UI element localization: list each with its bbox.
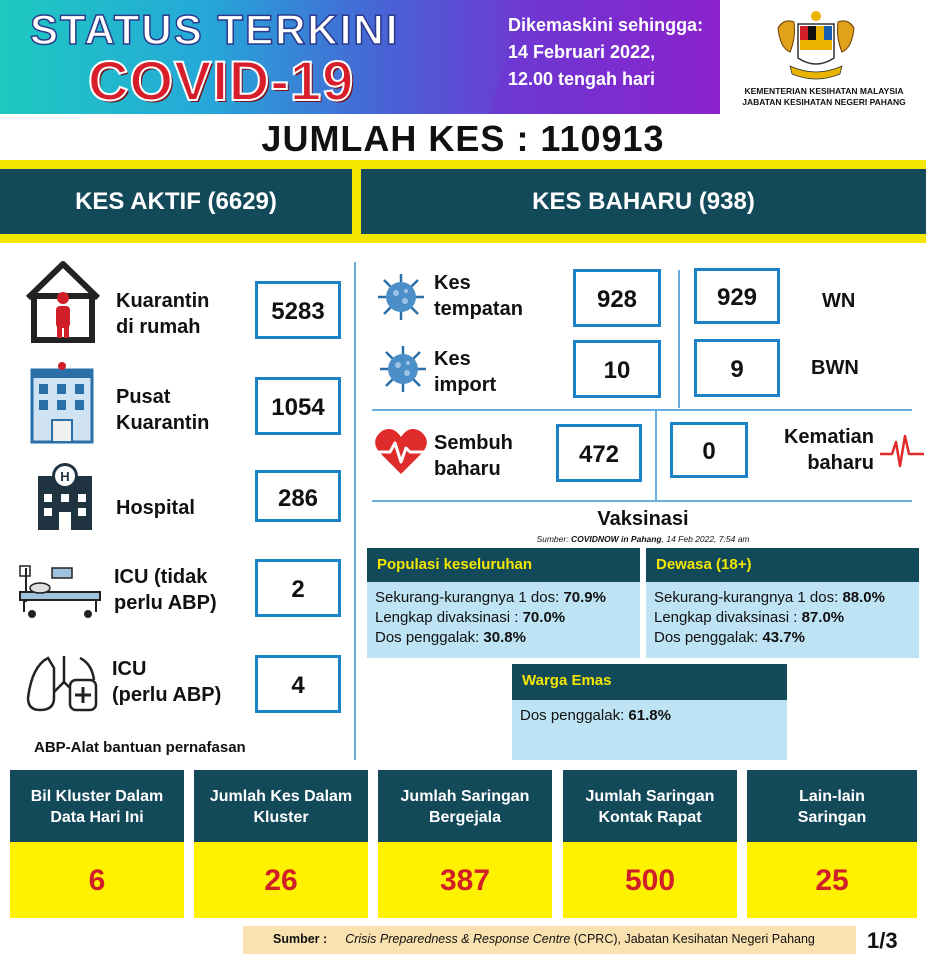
other-screening-heading [747,770,917,842]
population-line1-label: Sekurang-kurangnya 1 dos: [375,589,564,606]
clusters-today-heading [10,770,184,842]
vaccination-source-name: COVIDNOW in Pahang [570,534,662,544]
heartbeat-line-icon [880,432,924,472]
ministry-line1: KEMENTERIAN KESIHATAN MALAYSIA [744,86,904,96]
new-cases-heading: KES BAHARU (938) [361,169,926,234]
cluster-cases-heading-line1: Jumlah Kes Dalam [209,788,353,805]
deaths-divider [655,410,657,500]
clusters-today-heading-line1: Bil Kluster Dalam [30,788,164,805]
icu-ventilator-label-line2: (perlu ABP) [112,684,222,706]
population-line3 [375,628,640,648]
house-person-icon [22,258,104,344]
symptomatic-screening-value: 387 [378,842,552,918]
symptomatic-screening-heading [378,770,552,842]
import-cases-label-line1: Kes [434,348,471,370]
column-divider [354,262,356,760]
yellow-divider-mid [352,160,361,243]
symptomatic-screening-heading-line2: Bergejala [428,809,502,826]
hdivider-2 [372,500,912,502]
abp-footnote: ABP-Alat bantuan pernafasan [34,739,246,756]
quarantine-centre-label [116,384,209,436]
icu-no-ventilator-label-line2: perlu ABP) [114,592,217,614]
svg-text:H: H [60,469,70,484]
local-cases-label-line2: tempatan [434,298,523,320]
population-line1-value: 70.9% [563,589,606,606]
recovered-label-line1: Sembuh [434,432,513,454]
home-quarantine-value: 5283 [255,281,341,339]
cluster-cases-value: 26 [194,842,368,918]
adult-line2-label: Lengkap divaksinasi : [654,609,802,626]
source-footer [243,926,856,954]
adult-line3 [654,628,919,648]
title-covid19: COVID-19 [88,49,355,112]
heart-icon [374,426,428,478]
senior-heading: Warga Emas [512,664,787,700]
source-org: Crisis Preparedness & Response Centre [345,932,571,946]
wn-label: WN [822,290,856,312]
vaccination-source-date: , 14 Feb 2022, 7:54 am [661,534,750,544]
clusters-today-value: 6 [10,842,184,918]
ministry-line2: JABATAN KESIHATAN NEGERI PAHANG [742,97,906,107]
source-label: Sumber : [273,932,328,946]
quarantine-centre-label-line2: Kuarantin [116,412,210,434]
local-cases-value: 928 [573,269,661,327]
hospital-bed-icon [16,562,106,620]
vaccination-source [360,534,926,544]
yellow-divider-bottom [0,234,926,243]
update-label: Dikemaskini sehingga: [508,15,704,35]
deaths-label-line1: Kematian [783,426,874,448]
cluster-cases-heading-line2: Kluster [253,809,309,826]
population-line2-value: 70.0% [522,609,566,626]
import-cases-label [434,346,496,398]
population-line3-value: 30.8% [483,629,526,646]
coat-of-arms-icon [770,8,862,86]
icu-no-ventilator-label-line1: ICU (tidak [114,566,208,588]
wn-value: 929 [694,268,780,324]
building-icon [26,360,98,444]
update-info [508,12,718,93]
adult-line1 [654,588,919,608]
adult-line1-value: 88.0% [842,589,885,606]
adult-line1-label: Sekurang-kurangnya 1 dos: [654,589,843,606]
close-contact-screening-heading [563,770,737,842]
import-cases-value: 10 [573,340,661,398]
quarantine-centre-value: 1054 [255,377,341,435]
recovered-label [434,430,513,482]
home-quarantine-label [116,288,209,340]
adult-line2 [654,608,919,628]
senior-line1 [520,706,787,726]
deaths-label-line2: baharu [807,452,874,474]
deaths-label [754,424,874,476]
other-screening-value: 25 [747,842,917,918]
ministry-name [724,86,924,108]
hospital-value: 286 [255,470,341,522]
source-dept: Jabatan Kesihatan Negeri Pahang [624,932,815,946]
icu-no-ventilator-label [114,564,217,616]
senior-line1-label: Dos penggalak: [520,707,629,724]
vaccination-title: Vaksinasi [597,508,689,530]
local-cases-label [434,270,523,322]
recovered-label-line2: baharu [434,458,501,480]
other-screening-heading-line1: Lain-lain [799,788,865,805]
vaccination-source-prefix: Sumber: [536,534,571,544]
cluster-cases-heading [194,770,368,842]
update-date: 14 Februari 2022, [508,42,656,62]
import-cases-label-line2: import [434,374,497,396]
title-status-terkini: STATUS TERKINI [30,6,400,53]
population-line1 [375,588,640,608]
adult-line2-value: 87.0% [801,609,845,626]
icu-ventilator-value: 4 [255,655,341,713]
deaths-value: 0 [670,422,748,478]
clusters-today-heading-line2: Data Hari Ini [50,809,144,826]
icu-ventilator-label [112,656,221,708]
bwn-label: BWN [811,357,859,379]
wn-divider [678,270,680,408]
population-line2 [375,608,640,628]
hospital-icon [32,460,98,532]
virus-icon-import [378,344,428,394]
close-contact-screening-heading-line1: Jumlah Saringan [585,788,715,805]
page-number: 1/3 [867,928,898,953]
close-contact-screening-heading-line2: Kontak Rapat [598,809,702,826]
active-cases-heading: KES AKTIF (6629) [0,169,352,234]
total-cases: JUMLAH KES : 110913 [261,118,665,159]
adult-line3-value: 43.7% [762,629,805,646]
update-time: 12.00 tengah hari [508,69,656,89]
other-screening-heading-line2: Saringan [797,809,867,826]
source-abbr: (CPRC), [570,932,625,946]
local-cases-label-line1: Kes [434,272,471,294]
population-line3-label: Dos penggalak: [375,629,484,646]
virus-icon [376,272,426,322]
population-line2-label: Lengkap divaksinasi : [375,609,523,626]
home-quarantine-label-line1: Kuarantin [116,290,210,312]
adult-line3-label: Dos penggalak: [654,629,763,646]
adult-body [646,582,919,658]
senior-line1-value: 61.8% [628,707,671,724]
adult-heading: Dewasa (18+) [646,548,919,582]
yellow-divider-top [0,160,926,169]
lungs-icon [22,652,106,716]
bwn-value: 9 [694,339,780,397]
home-quarantine-label-line2: di rumah [116,316,201,338]
close-contact-screening-value: 500 [563,842,737,918]
symptomatic-screening-heading-line1: Jumlah Saringan [400,788,530,805]
hospital-label: Hospital [116,497,195,519]
recovered-value: 472 [556,424,642,482]
icu-no-ventilator-value: 2 [255,559,341,617]
population-body [367,582,640,658]
icu-ventilator-label-line1: ICU [112,658,147,680]
quarantine-centre-label-line1: Pusat [116,386,171,408]
senior-body [512,700,787,760]
hdivider-1 [372,409,912,411]
population-heading: Populasi keseluruhan [367,548,640,582]
